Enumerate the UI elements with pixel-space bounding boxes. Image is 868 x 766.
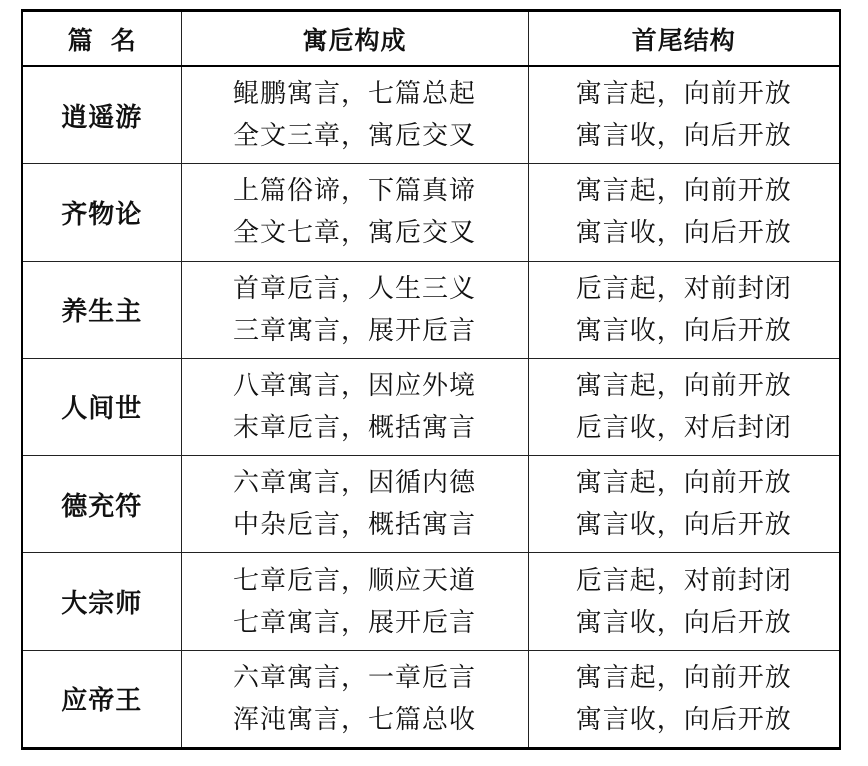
chapter-name-cell: 养生主	[22, 261, 181, 358]
head-tail-line: 寓言起，向前开放	[575, 79, 792, 110]
header-head-tail-structure: 首尾结构	[528, 11, 840, 67]
composition-cell	[181, 456, 528, 553]
table-row	[22, 164, 840, 261]
composition-line: 首章卮言，人生三义	[232, 273, 476, 304]
composition-line: 鲲鹏寓言，七篇总起	[232, 79, 476, 110]
head-tail-line: 寓言收，向后开放	[575, 607, 792, 638]
head-tail-line: 卮言收，对后封闭	[575, 412, 792, 443]
header-chapter-name: 篇名	[22, 11, 181, 67]
chapter-name-cell: 人间世	[22, 358, 181, 455]
chapter-name-cell: 德充符	[22, 456, 181, 553]
header-composition: 寓卮构成	[181, 11, 528, 67]
table-row	[22, 553, 840, 650]
composition-cell	[181, 650, 528, 748]
head-tail-line: 寓言收，向后开放	[575, 315, 792, 346]
head-tail-cell	[528, 650, 840, 748]
head-tail-cell	[528, 164, 840, 261]
head-tail-line: 寓言收，向后开放	[575, 510, 792, 541]
table-row	[22, 66, 840, 164]
composition-line: 八章寓言，因应外境	[232, 370, 476, 401]
chapter-name-cell: 齐物论	[22, 164, 181, 261]
head-tail-cell	[528, 66, 840, 164]
header-row	[22, 11, 840, 67]
head-tail-cell	[528, 553, 840, 650]
head-tail-line: 寓言收，向后开放	[575, 121, 792, 152]
table-row	[22, 456, 840, 553]
chapter-name-cell: 应帝王	[22, 650, 181, 748]
composition-line: 浑沌寓言，七篇总收	[232, 704, 476, 735]
chapter-structure-table	[21, 9, 841, 750]
composition-cell	[181, 358, 528, 455]
composition-line: 七章卮言，顺应天道	[232, 565, 476, 596]
table-row	[22, 261, 840, 358]
composition-cell	[181, 553, 528, 650]
composition-line: 全文七章，寓卮交叉	[232, 218, 476, 249]
head-tail-line: 寓言收，向后开放	[575, 218, 792, 249]
composition-line: 中杂卮言，概括寓言	[232, 510, 476, 541]
head-tail-line: 寓言起，向前开放	[575, 468, 792, 499]
head-tail-line: 寓言收，向后开放	[575, 704, 792, 735]
composition-cell	[181, 66, 528, 164]
composition-cell	[181, 261, 528, 358]
composition-cell	[181, 164, 528, 261]
head-tail-line: 卮言起，对前封闭	[575, 565, 792, 596]
head-tail-cell	[528, 456, 840, 553]
head-tail-line: 寓言起，向前开放	[575, 176, 792, 207]
composition-line: 六章寓言，因循内德	[232, 468, 476, 499]
table-row	[22, 358, 840, 455]
head-tail-line: 寓言起，向前开放	[575, 370, 792, 401]
composition-line: 上篇俗谛，下篇真谛	[232, 176, 476, 207]
composition-line: 三章寓言，展开卮言	[232, 315, 476, 346]
composition-line: 七章寓言，展开卮言	[232, 607, 476, 638]
composition-line: 全文三章，寓卮交叉	[232, 121, 476, 152]
head-tail-cell	[528, 358, 840, 455]
head-tail-line: 寓言起，向前开放	[575, 662, 792, 693]
chapter-name-cell: 逍遥游	[22, 66, 181, 164]
head-tail-line: 卮言起，对前封闭	[575, 273, 792, 304]
head-tail-cell	[528, 261, 840, 358]
composition-line: 六章寓言，一章卮言	[232, 662, 476, 693]
chapter-name-cell: 大宗师	[22, 553, 181, 650]
composition-line: 末章卮言，概括寓言	[232, 412, 476, 443]
table-row	[22, 650, 840, 748]
